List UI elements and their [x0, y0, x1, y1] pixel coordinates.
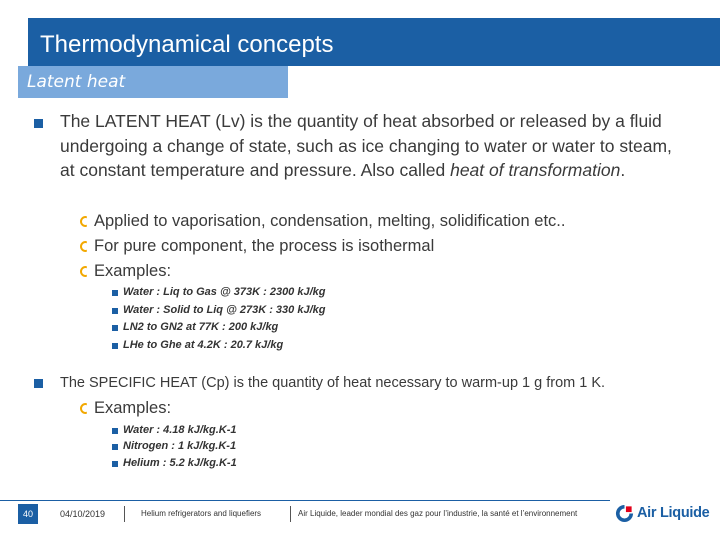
square-bullet-icon — [112, 444, 118, 450]
ring-bullet-icon — [80, 403, 91, 414]
sub-bullet: For pure component, the process is isothermal — [94, 237, 435, 255]
square-bullet-icon — [112, 308, 118, 314]
air-liquide-logo — [615, 503, 710, 525]
square-bullet-icon — [112, 290, 118, 296]
footer-divider — [0, 500, 610, 501]
logo-wordmark: Air Liquide — [637, 505, 710, 521]
example-item: Water : Liq to Gas @ 373K : 2300 kJ/kg — [123, 286, 326, 298]
square-bullet-icon — [112, 325, 118, 331]
example-item: LN2 to GN2 at 77K : 200 kJ/kg — [123, 321, 279, 333]
square-bullet-icon — [34, 379, 43, 388]
sub-bullet: Examples: — [94, 262, 172, 280]
footer-topic: Helium refrigerators and liquefiers — [141, 509, 262, 518]
footer-date: 04/10/2019 — [60, 509, 106, 519]
example-item: Helium : 5.2 kJ/kg.K-1 — [123, 457, 237, 469]
specific-heat-definition: The SPECIFIC HEAT (Cp) is the quantity of heat necessary to warm-up 1 g from 1 K. — [60, 375, 606, 391]
slide-title: Thermodynamical concepts — [40, 31, 334, 58]
example-item: Water : 4.18 kJ/kg.K-1 — [123, 424, 237, 436]
ring-bullet-icon — [80, 216, 91, 227]
square-bullet-icon — [112, 343, 118, 349]
latent-heat-definition: The LATENT HEAT (Lv) is the quantity of heat absorbed or released by a fluid undergoing a change of state, such as ice changing to water or water to steam, at constant temperature and pressure. Also called heat of transformation. — [60, 111, 672, 180]
air-liquide-logo-icon — [615, 504, 634, 523]
footer-separator — [124, 506, 125, 522]
ring-bullet-icon — [80, 266, 91, 277]
example-item: LHe to Ghe at 4.2K : 20.7 kJ/kg — [123, 339, 284, 351]
square-bullet-icon — [112, 461, 118, 467]
square-bullet-icon — [112, 428, 118, 434]
footer-tagline: Air Liquide, leader mondial des gaz pour l’industrie, la santé et l’environnement — [298, 509, 578, 518]
example-item: Nitrogen : 1 kJ/kg.K-1 — [123, 440, 237, 452]
subtitle-bar — [18, 66, 288, 98]
latent-heat-alias: heat of transformation — [450, 160, 621, 180]
slide-subtitle: Latent heat — [27, 72, 126, 92]
footer-separator — [290, 506, 291, 522]
example-item: Water : Solid to Liq @ 273K : 330 kJ/kg — [123, 304, 326, 316]
page-number: 40 — [18, 504, 38, 524]
square-bullet-icon — [34, 119, 43, 128]
title-bar — [28, 18, 720, 66]
ring-bullet-icon — [80, 241, 91, 252]
sub-bullet: Examples: — [94, 399, 172, 417]
sub-bullet: Applied to vaporisation, condensation, melting, solidification etc.. — [94, 212, 566, 230]
